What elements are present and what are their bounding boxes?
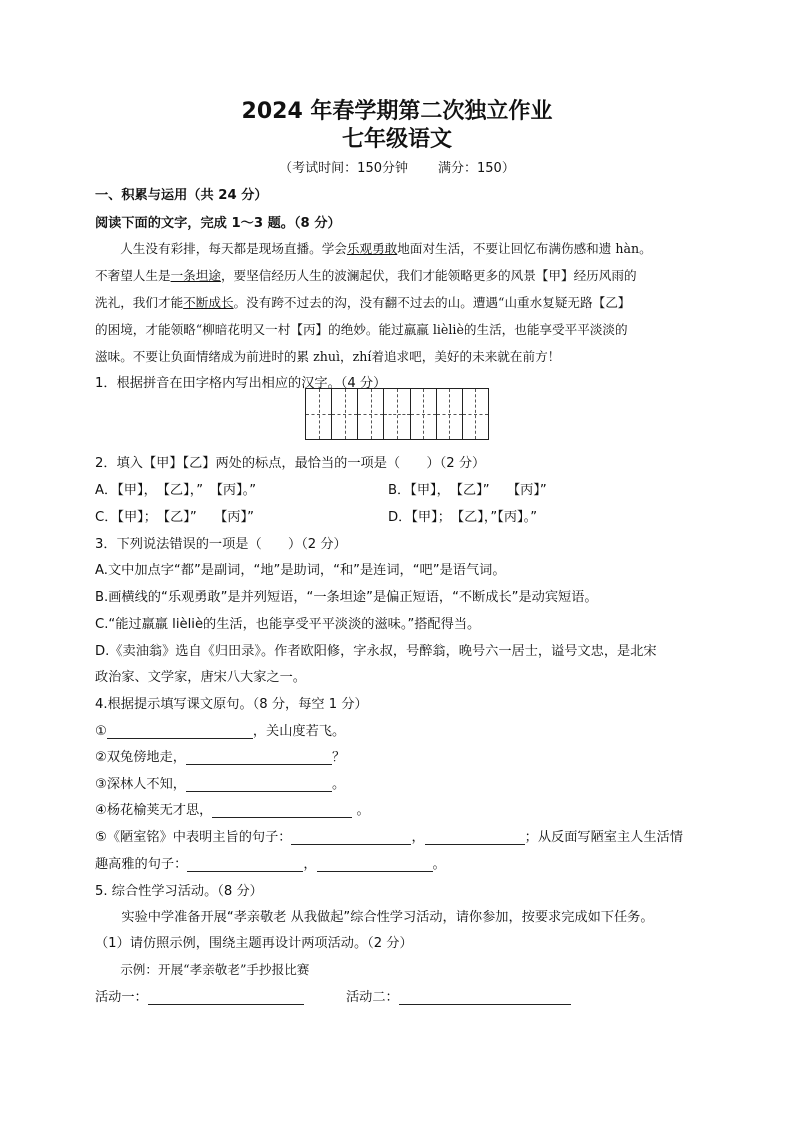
answer-blank[interactable] (186, 750, 332, 765)
question-2: 2．填入【甲】【乙】两处的标点，最恰当的一项是（ ）（2 分） (95, 456, 486, 471)
subject-title: 七年级语文 (341, 127, 452, 152)
exam-info (0, 157, 794, 176)
q2-option-b: B．【甲】， 【乙】” 【丙】” (388, 483, 547, 498)
answer-blank[interactable] (148, 990, 304, 1005)
answer-blank[interactable] (186, 777, 332, 792)
reading-intro: 阅读下面的文字，完成 1～3 题。（8 分） (95, 216, 341, 231)
answer-blank[interactable] (107, 724, 253, 739)
q2-option-a: A．【甲】， 【乙】，” 【丙】。” (95, 483, 257, 498)
passage-line-2: 不奢望人生是一条坦途，要坚信经历人生的波澜起伏，我们才能领略更多的风景【甲】经历风雨的 (95, 268, 637, 283)
answer-blank[interactable] (399, 990, 571, 1005)
q4-item-2: ②双兔傍地走， ？ (95, 750, 346, 765)
grid-cell[interactable] (332, 389, 358, 439)
question-4: 4.根据提示填写课文原句。（8 分，每空 1 分） (95, 697, 368, 712)
q3-option-c: C.“能过羸羸 lièliè的生活，也能享受平平淡淡的滋味。”搭配得当。 (95, 617, 481, 632)
answer-blank[interactable] (425, 830, 525, 845)
grid-cell[interactable] (411, 389, 437, 439)
grid-cell[interactable] (306, 389, 332, 439)
grid-cell[interactable] (384, 389, 410, 439)
activity-1: 活动一： (95, 986, 304, 1005)
q2-option-c: C．【甲】； 【乙】” 【丙】” (95, 510, 254, 525)
grid-cell[interactable] (437, 389, 463, 439)
q4-item-5-cont: 趣高雅的句子： ， 。 (95, 857, 446, 872)
answer-blank[interactable] (212, 803, 352, 818)
passage-line-4: 的困境，才能领略“柳暗花明又一村【丙】的绝妙。能过羸羸 lièliè的生活，也能享受平平淡淡的 (95, 322, 628, 337)
q3-option-d: D.《卖油翁》选自《归田录》。作者欧阳修，字永叔，号醉翁，晚号六一居士，谥号文忠，是北宋 (95, 644, 657, 659)
underline-smooth-road: 一条坦途 (170, 268, 221, 283)
q4-item-1: ① ，关山度若飞。 (95, 724, 346, 739)
question-5: 5. 综合性学习活动。（8 分） (95, 884, 263, 899)
q4-item-3: ③深林人不知， 。 (95, 777, 346, 792)
full-score: 满分：150） (438, 161, 515, 176)
question-3: 3．下列说法错误的一项是（ ）（2 分） (95, 537, 347, 552)
answer-blank[interactable] (187, 857, 303, 872)
grid-cell[interactable] (463, 389, 488, 439)
passage-line-5: 滋味。不要让负面情绪成为前进时的累 zhuì，zhí着追求吧，美好的未来就在前方！ (95, 349, 561, 364)
answer-blank[interactable] (291, 830, 411, 845)
q5-example: 示例：开展“孝亲敬老”手抄报比赛 (95, 962, 310, 977)
q5-intro: 实验中学准备开展“孝亲敬老 从我做起”综合性学习活动，请你参加，按要求完成如下任务。 (95, 910, 654, 925)
exam-time: （考试时间：150分钟 (279, 161, 408, 176)
q4-item-5: ⑤《陋室铭》中表明主旨的句子： ， ；从反面写陋室主人生活情 (95, 830, 683, 845)
underline-optimistic: 乐观勇敢 (346, 241, 398, 256)
activity-2: 活动二： (346, 986, 571, 1005)
q3-option-d-cont: 政治家、文学家，唐宋八大家之一。 (95, 670, 306, 685)
q3-option-b: B.画横线的“乐观勇敢”是并列短语，“一条坦途”是偏正短语，“不断成长”是动宾短语。 (95, 590, 598, 605)
q4-item-4: ④杨花榆荚无才思， 。 (95, 803, 370, 818)
question-1: 1．根据拼音在田字格内写出相应的汉字。（4 分） (95, 376, 387, 391)
q5-sub-1: （1）请仿照示例，围绕主题再设计两项活动。（2 分） (95, 936, 413, 951)
passage-line-1: 人生没有彩排，每天都是现场直播。学会乐观勇敢地面对生活，不要让回忆布满伤感和遗 hàn。 (95, 241, 652, 256)
underline-growth: 不断成长 (183, 295, 234, 310)
passage-line-3: 洗礼，我们才能不断成长。没有跨不过去的沟，没有翻不过去的山。遭遇“山重水复疑无路【乙】 (95, 295, 631, 310)
q2-option-d: D．【甲】； 【乙】，”【丙】。” (388, 510, 538, 525)
section-heading: 一、积累与运用（共 24 分） (95, 188, 268, 203)
exam-title: 2024 年春学期第二次独立作业 (241, 99, 553, 124)
answer-blank[interactable] (317, 857, 433, 872)
q3-option-a: A.文中加点字“都”是副词，“地”是助词，“和”是连词，“吧”是语气词。 (95, 563, 506, 578)
grid-cell[interactable] (358, 389, 384, 439)
tianzige-grid[interactable] (305, 388, 489, 440)
